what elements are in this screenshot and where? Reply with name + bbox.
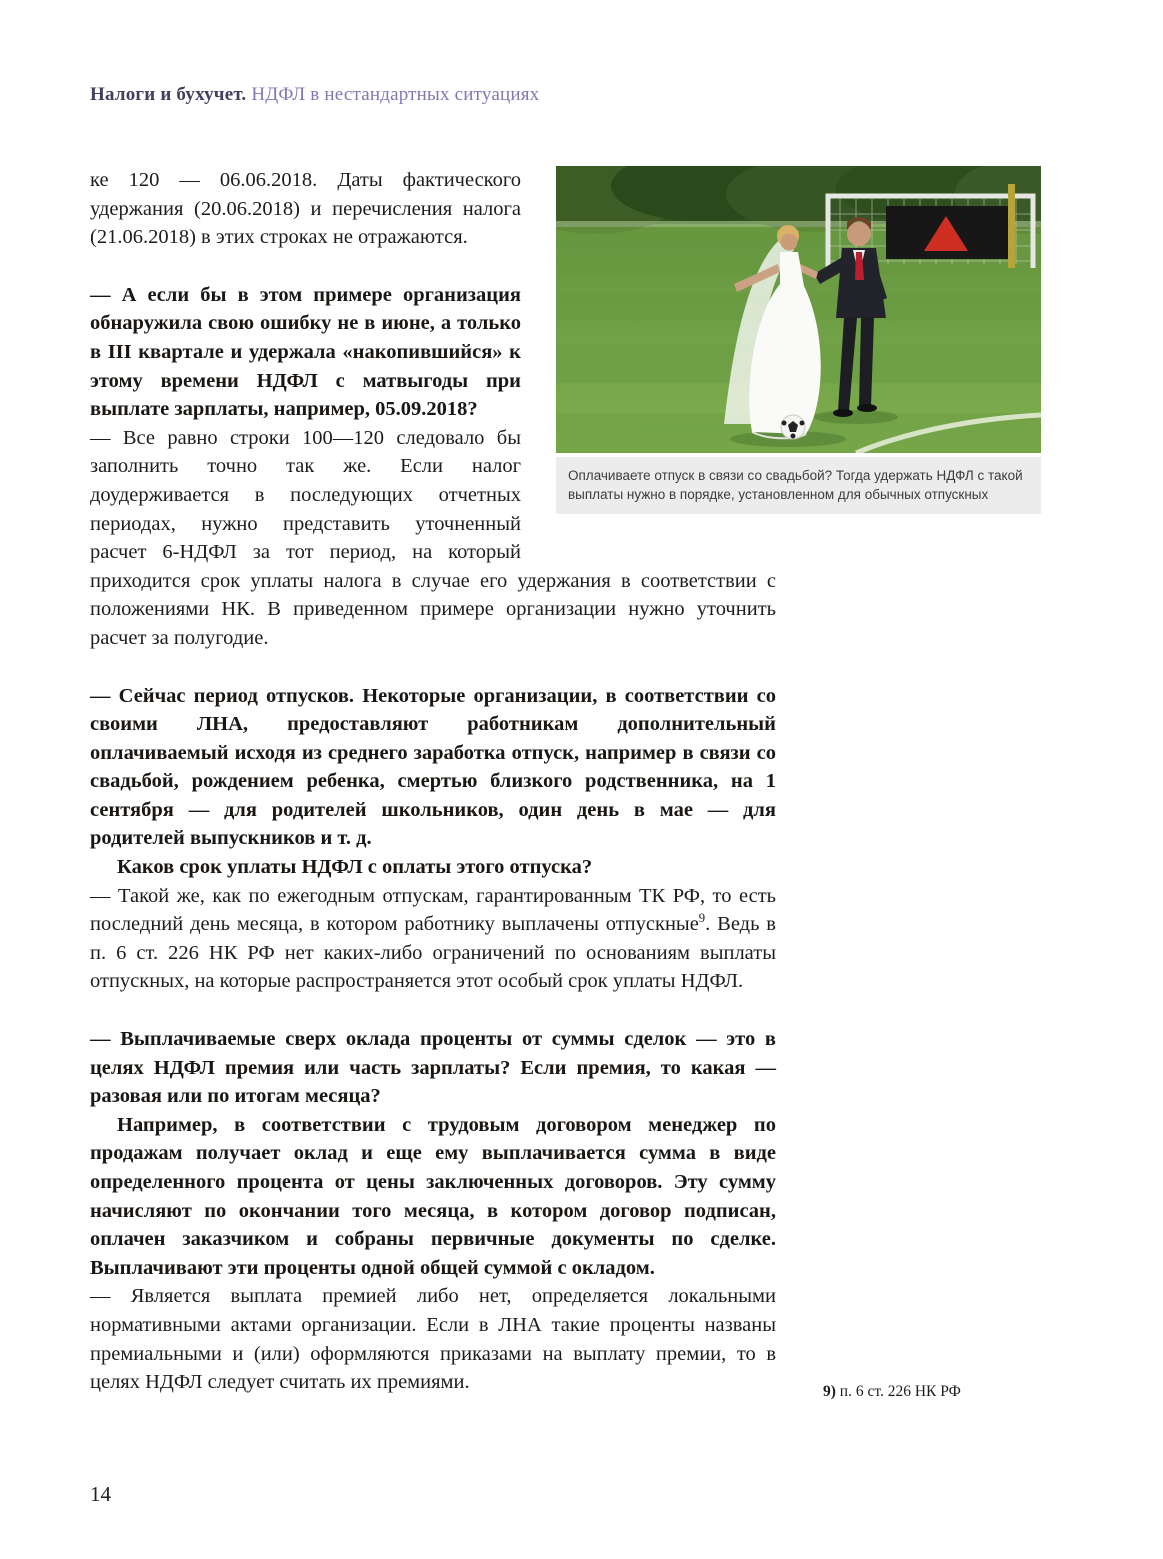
page-number: 14	[90, 1482, 111, 1506]
paragraph-intro: ке 120 — 06.06.2018. Даты фактического удержания (20.06.2018) и перечисления налога (21.06.2018) в этих строках не отражаются.	[90, 169, 521, 249]
answer-2-text-continued: . Ведь в п. 6 ст. 226 НК РФ нет каких-либо ограничений по основаниям выплаты отпускных, на которые распространяется этот особый срок уплаты НДФЛ.	[90, 913, 776, 993]
question-1: — А если бы в этом примере организация обнаружила свою ошибку не в июне, а только в III квартале и удержала «накопившийся» к этому времени НДФЛ с матвыгоды при выплате зарплаты, например, 05.09.2018?	[90, 283, 521, 421]
question-2-continued: Каков срок уплаты НДФЛ с оплаты этого отпуска?	[117, 856, 593, 879]
question-3-continued: Например, в соответствии с трудовым договором менеджер по продажам получает оклад и еще ему выплачивается сумма в виде определенного процента от цены заключенных договоров. Эту сумму начисляют по окончании того месяца, в котором договор подписан, оплачен заказчиком и собраны первичные документы по сделке. Выплачивают эти проценты одной общей суммой с окладом.	[90, 1113, 776, 1279]
rubric-title: Налоги и бухучет.	[90, 84, 247, 105]
page-header	[90, 84, 539, 106]
footnote-ref-9[interactable]: 9	[698, 911, 706, 926]
question-3: — Выплачиваемые сверх оклада проценты от суммы сделок — это в целях НДФЛ премия или часть зарплаты? Если премия, то какая — разовая или по итогам месяца?	[90, 1028, 776, 1108]
article-body	[90, 166, 1023, 1397]
wedding-photo-illustration	[556, 166, 1041, 453]
answer-2	[90, 882, 776, 996]
answer-2-text: — Такой же, как по ежегодным отпускам, гарантированным ТК РФ, то есть последний день месяца, в котором работнику выплачены отпускные	[90, 884, 776, 936]
footnote-reference: п. 6 ст. 226 НК РФ	[835, 1383, 961, 1400]
article-subject: НДФЛ в нестандартных ситуациях	[246, 84, 540, 105]
footnote-9-text	[823, 1383, 961, 1401]
photo-caption: Оплачиваете отпуск в связи со свадьбой? Тогда удержать НДФЛ с такой выплаты нужно в порядке, установленном для обычных отпускных	[556, 457, 1041, 514]
question-2: — Сейчас период отпусков. Некоторые организации, в соответствии со своими ЛНА, предоставляют работникам дополнительный оплачиваемый исходя из среднего заработка отпуск, например в связи со свадьбой, рождением ребенка, смертью близкого родственника, на 1 сентября — для родителей школьников, один день в мае — для родителей выпускников и т. д.	[90, 684, 776, 850]
answer-3: — Является выплата премией либо нет, определяется локальными нормативными актами организации. Если в ЛНА такие проценты названы премиальными и (или) оформляются приказами на выплату премии, то в целях НДФЛ следует считать их премиями.	[90, 1285, 776, 1394]
answer-1: — Все равно строки 100—120 следовало бы заполнить точно так же. Если налог доудерживается в последующих отчетных периодах, нужно представить уточненный расчет 6-НДФЛ за тот период, на который приходится срок уплаты налога в случае его удержания в соответствии с положениями НК. В приведенном примере организации нужно уточнить расчет за полугодие.	[90, 426, 776, 649]
photo-block	[556, 166, 1041, 514]
soccer-ball	[781, 415, 805, 439]
footnote-marker: 9)	[823, 1383, 836, 1400]
wedding-photo	[556, 166, 1041, 453]
